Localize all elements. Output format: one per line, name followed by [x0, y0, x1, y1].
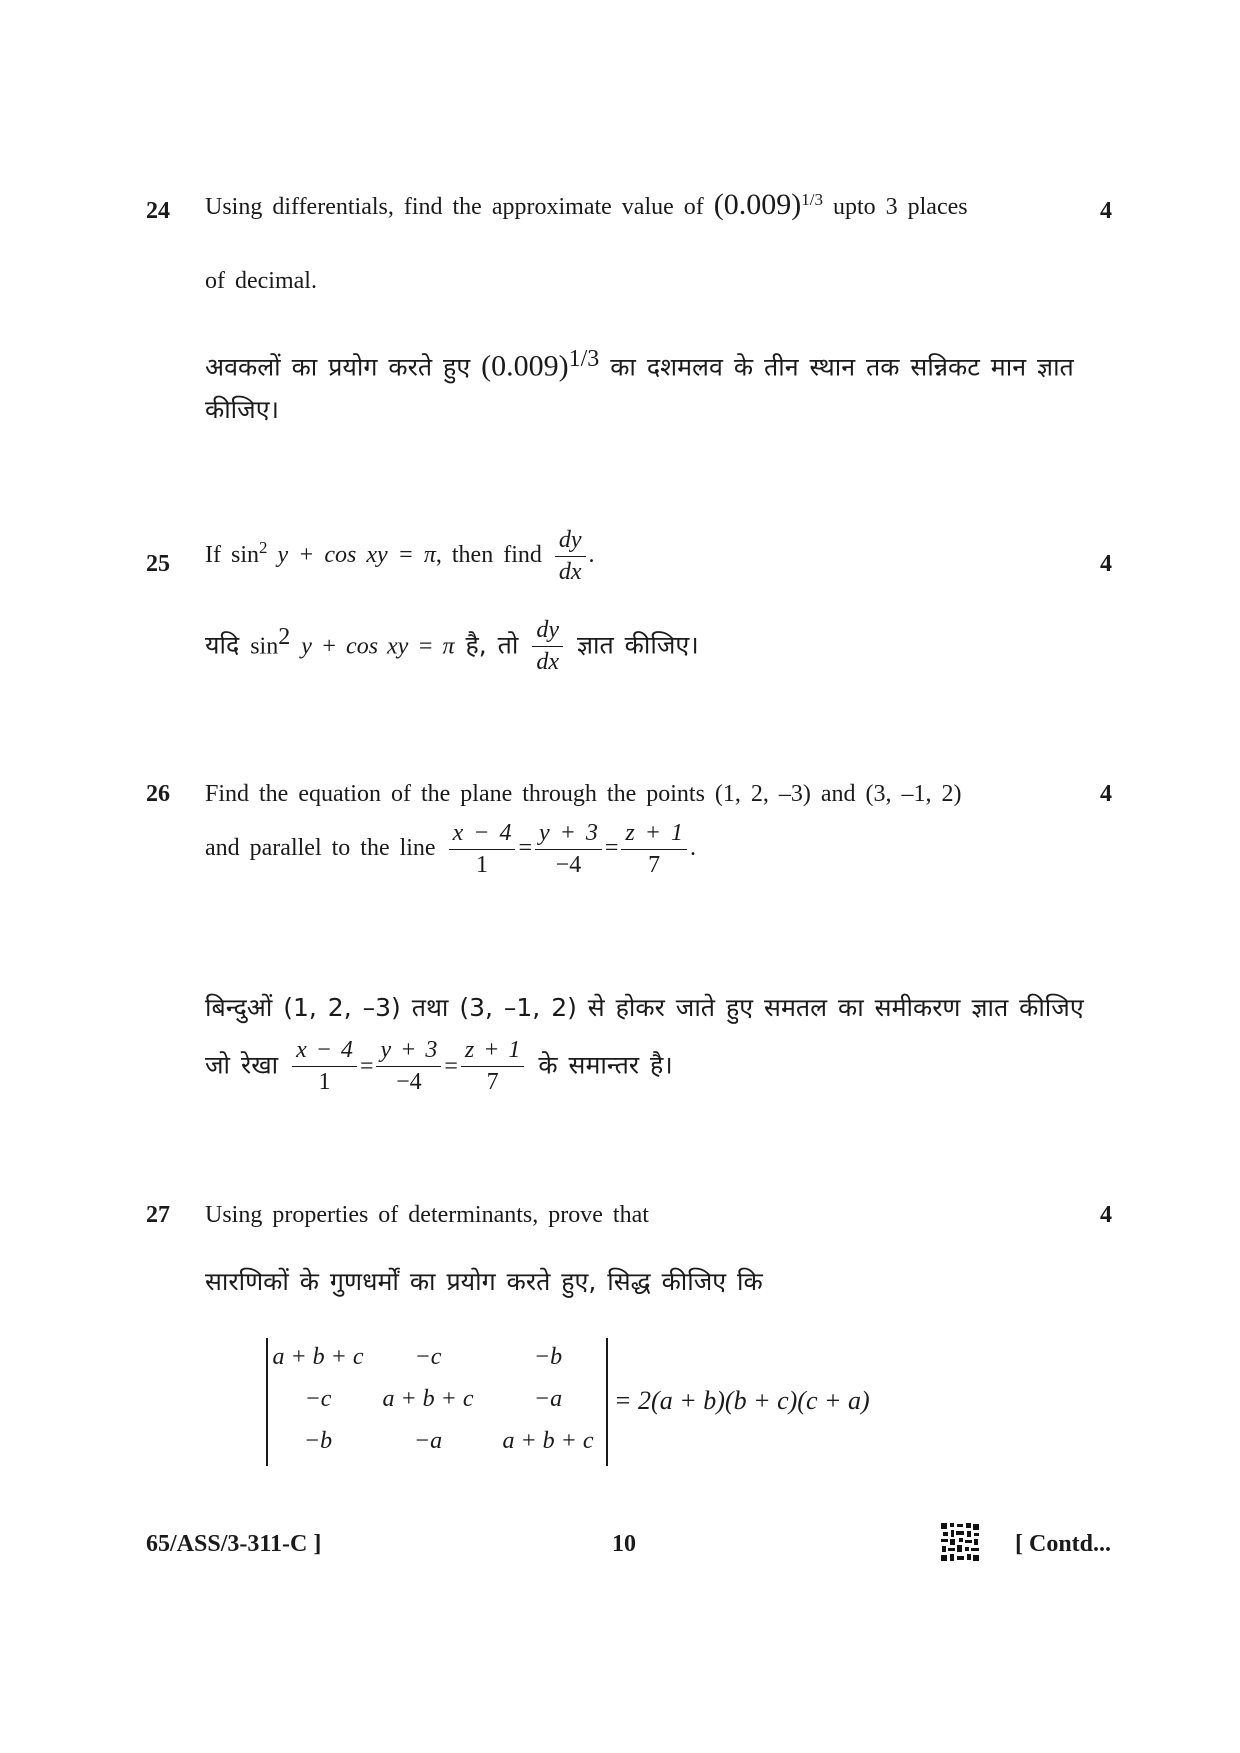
fraction-numerator: y + 3 [376, 1037, 441, 1067]
det-cell-2-1: −c [304, 1386, 332, 1412]
paper-code: 65/ASS/3-311-C ] [146, 1531, 322, 1557]
fraction-denominator: dx [536, 649, 560, 675]
q26-hindi-line2 [205, 1037, 673, 1096]
qr-code-icon [940, 1522, 980, 1562]
q24-exponent: 1/3 [801, 190, 823, 209]
q25-hindi-end: ज्ञात कीजिए। [576, 630, 699, 660]
line-fraction-y-hindi [376, 1037, 441, 1096]
q26-hindi-line1: बिन्दुओं (1, 2, –3) तथा (3, –1, 2) से होकर जाते हुए समतल का समीकरण ज्ञात कीजिए [205, 993, 1084, 1022]
line-fraction-x-hindi [292, 1037, 357, 1096]
question-number-25: 25 [146, 551, 170, 577]
q27-hindi-line: सारणिकों के गुणधर्मों का प्रयोग करते हुए, सिद्ध कीजिए कि [205, 1267, 763, 1296]
question-number-27: 27 [146, 1202, 170, 1228]
fraction-denominator: dx [558, 559, 582, 585]
marks-26: 4 [1100, 781, 1112, 807]
fraction-denominator: −4 [555, 852, 582, 878]
q24-hindi-base: (0.009) [481, 349, 569, 383]
q24-hindi-b: का दशमलव के तीन स्थान तक सन्निकट मान ज्ञात [610, 352, 1074, 382]
q25-hindi-line [205, 617, 699, 676]
fraction-numerator: dy [555, 527, 586, 557]
fraction-denominator: 1 [318, 1069, 331, 1095]
fraction-denominator: 7 [486, 1069, 499, 1095]
fraction-numerator: dy [532, 617, 563, 647]
equals-sign: = [604, 835, 619, 862]
q24-hindi-line2: कीजिए। [205, 395, 280, 424]
q24-text-b: upto 3 places [832, 194, 968, 220]
fraction-numerator: z + 1 [621, 820, 687, 850]
q24-text-a: Using differentials, find the approximate value of [205, 194, 704, 220]
fraction-denominator: 7 [648, 852, 661, 878]
q25-square: 2 [259, 538, 268, 558]
det-cell-1-2: −c [414, 1344, 442, 1370]
q25-then: , then find [435, 542, 542, 569]
dy-dx-fraction-hindi [532, 617, 563, 676]
equals-sign: = [444, 1053, 458, 1080]
q27-english-line: Using properties of determinants, prove that [205, 1202, 649, 1228]
marks-24: 4 [1100, 198, 1112, 224]
q26-line-pre: and parallel to the line [205, 835, 436, 862]
marks-27: 4 [1100, 1202, 1112, 1228]
page-number: 10 [612, 1531, 636, 1557]
marks-25: 4 [1100, 551, 1112, 577]
det-cell-1-1: a + b + c [272, 1344, 364, 1370]
q25-if: If [205, 542, 221, 569]
q25-hindi-hai: है, तो [465, 630, 519, 660]
det-cell-3-1: −b [303, 1428, 333, 1454]
fraction-numerator: x − 4 [449, 820, 516, 850]
determinant-rhs: = 2(a + b)(b + c)(c + a) [614, 1386, 870, 1415]
fraction-denominator: −4 [396, 1069, 422, 1095]
fraction-numerator: z + 1 [461, 1037, 525, 1067]
q25-hindi-square: 2 [278, 624, 291, 651]
line-fraction-z-hindi [461, 1037, 525, 1096]
dy-dx-fraction [555, 527, 586, 586]
q24-english-line2: of decimal. [205, 268, 317, 294]
q26-hindi-post: के समान्तर है। [538, 1050, 673, 1080]
q26-english-line2: and parallel to the line $\frac{x - 4}{1}$ = $\frac{y + 3}{-4}$ = $\frac{z + 1}{7}$ . [205, 820, 696, 878]
fraction-denominator: 1 [476, 852, 489, 878]
q26-hindi-pre: जो रेखा [205, 1050, 279, 1080]
det-cell-3-3: a + b + c [502, 1428, 594, 1454]
q24-base: (0.009) [713, 188, 802, 221]
det-cell-1-3: −b [533, 1344, 563, 1370]
det-cell-3-2: −a [413, 1428, 443, 1454]
det-cell-2-3: −a [533, 1386, 563, 1412]
q25-hindi-sin: sin [250, 633, 279, 660]
q24-hindi-exponent: 1/3 [568, 346, 600, 372]
det-cell-2-2: a + b + c [382, 1386, 474, 1412]
q25-english-line: If $\sin^2 y + \cos$ xy = π, then find $\frac{dy}{dx}$ . [205, 527, 595, 585]
determinant [266, 1338, 608, 1466]
line-fraction-x [449, 820, 516, 879]
equals-sign: = [359, 1053, 374, 1080]
continued-label: [ Contd... [1015, 1531, 1112, 1557]
fraction-numerator: y + 3 [535, 820, 602, 850]
fraction-numerator: x − 4 [292, 1037, 357, 1067]
line-fraction-y [535, 820, 602, 879]
q25-equation: y + cos xy = π [277, 542, 436, 569]
q24-hindi-line1 [205, 346, 1074, 383]
q24-english-line1 [205, 188, 968, 222]
q24-hindi-a: अवकलों का प्रयोग करते हुए [205, 352, 471, 382]
question-number-24: 24 [146, 198, 170, 224]
q26-english-line1: Find the equation of the plane through the points (1, 2, –3) and (3, –1, 2) [205, 781, 962, 807]
q25-hindi-yadi: यदि [205, 630, 240, 660]
qr-code-graphic [940, 1522, 980, 1562]
question-number-26: 26 [146, 781, 170, 807]
q25-hindi-equation: y + cos xy = π [301, 633, 455, 660]
line-fraction-z [621, 820, 687, 879]
equals-sign: = [518, 835, 532, 862]
q25-sin: sin [230, 542, 259, 569]
